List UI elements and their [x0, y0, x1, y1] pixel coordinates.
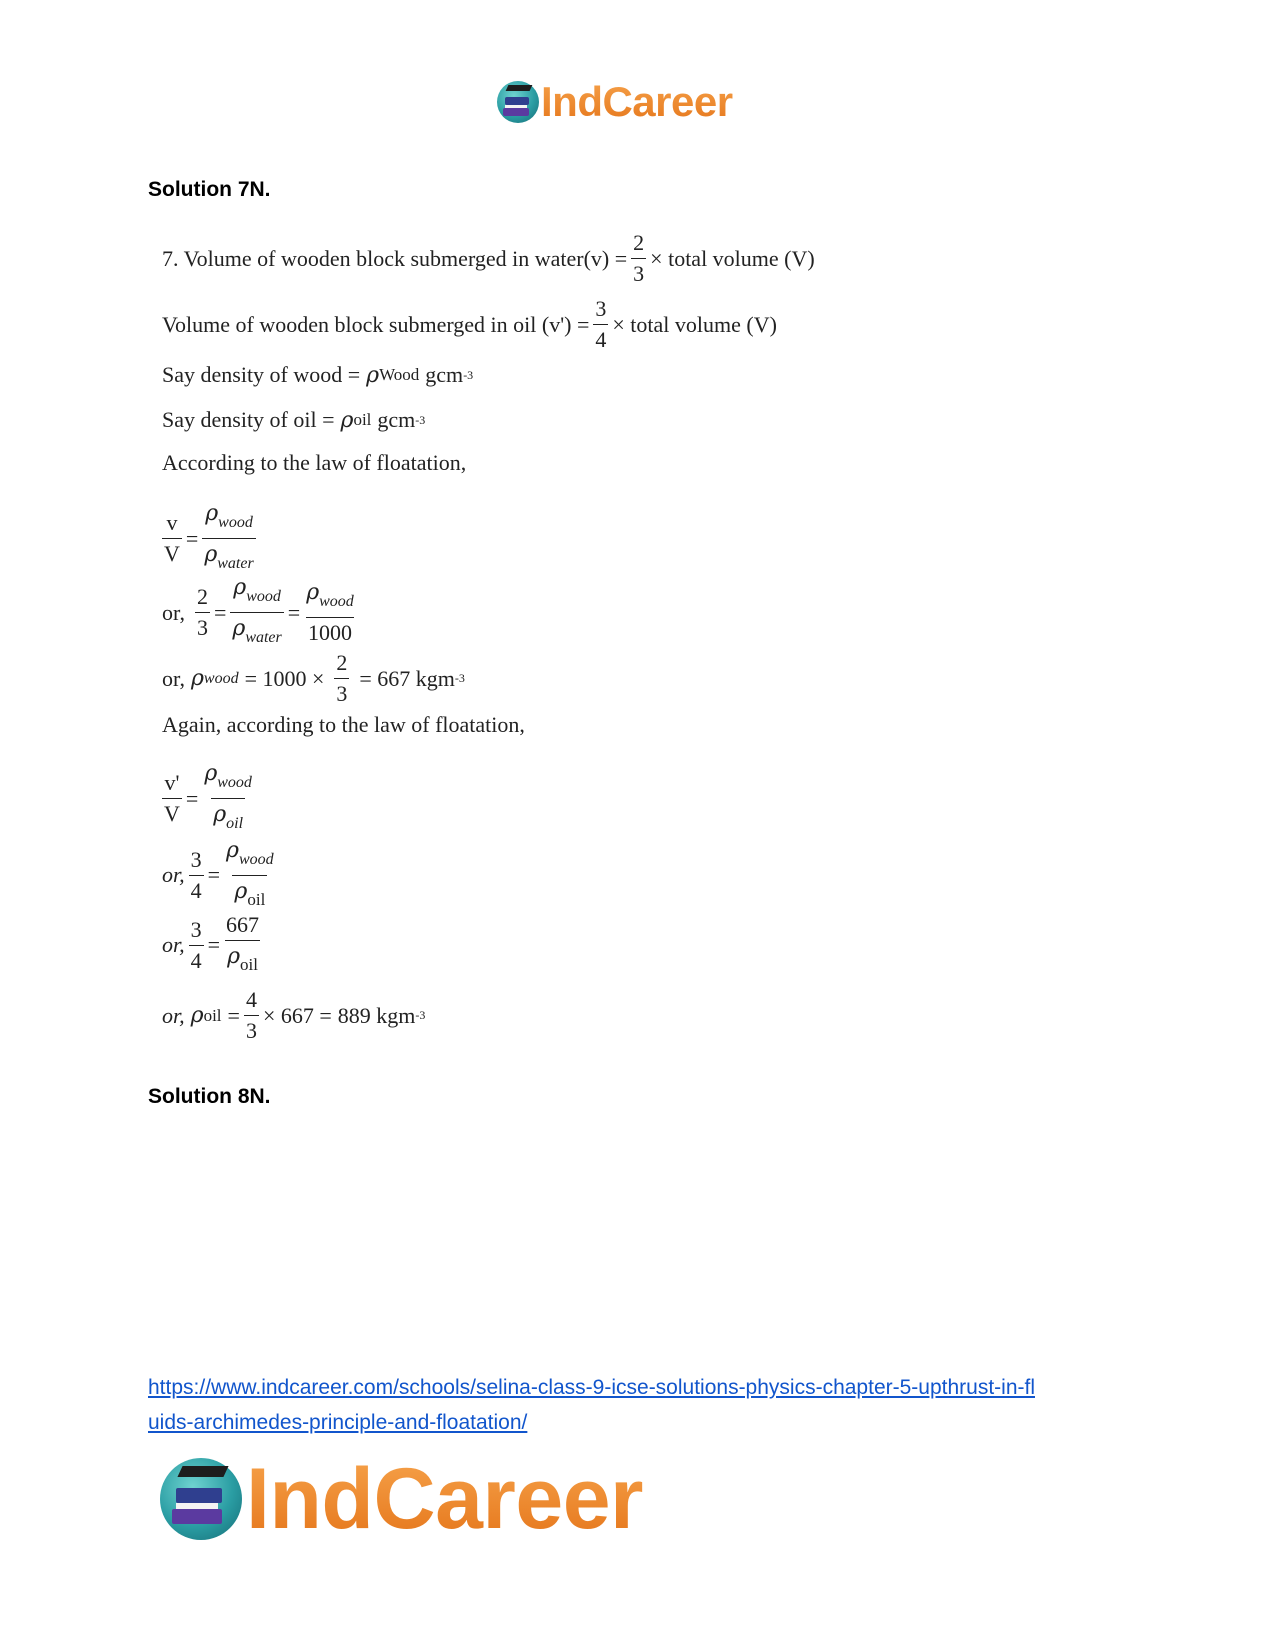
equation-rho-wood-result	[162, 648, 465, 709]
subscript: wood	[246, 588, 281, 605]
equation-line-1	[162, 228, 815, 289]
or-prefix: or,	[162, 599, 185, 625]
rho-symbol: ρ	[232, 616, 246, 641]
numerator: v'	[164, 770, 180, 795]
subscript: water	[245, 629, 282, 646]
rho-symbol: ρ	[204, 542, 218, 567]
equals: =	[213, 599, 227, 625]
subscript: wood	[203, 669, 239, 687]
exponent: -3	[454, 671, 465, 685]
subscript: oil	[353, 410, 372, 429]
density-oil-line	[162, 407, 425, 433]
denominator: V	[162, 798, 182, 829]
or-prefix: or,	[162, 1002, 185, 1028]
fraction	[304, 577, 356, 648]
line2-suffix: × total volume (V)	[612, 311, 777, 337]
numerator: 3	[595, 296, 607, 321]
logo-text: IndCareer	[246, 1451, 643, 1547]
equals: =	[207, 862, 221, 887]
fraction	[230, 572, 283, 653]
numerator: 2	[336, 650, 348, 675]
rho-symbol: ρ	[213, 802, 227, 827]
source-link[interactable]	[148, 1370, 1035, 1440]
line3-prefix: Say density of wood =	[162, 362, 361, 387]
exponent: -3	[463, 367, 474, 382]
or-prefix: or,	[162, 665, 185, 691]
fraction	[202, 758, 254, 839]
rho-symbol: ρ	[227, 944, 241, 969]
solution-8n-heading: Solution 8N.	[148, 1085, 271, 1108]
fraction	[189, 915, 204, 976]
line4-prefix: Say density of oil =	[162, 407, 335, 432]
fraction	[244, 985, 259, 1046]
logo-text: IndCareer	[541, 78, 733, 125]
equals: =	[207, 932, 221, 957]
source-link-line-1[interactable]: https://www.indcareer.com/schools/selina-class-9-icse-solutions-physics-chapter-5-upthrust-in-fl	[148, 1376, 1035, 1399]
subscript: wood	[218, 514, 253, 531]
equation-3-4-ratio-wood	[162, 835, 280, 915]
line2-prefix: Volume of wooden block submerged in oil (v') =	[162, 311, 590, 337]
or-prefix: or,	[162, 862, 185, 887]
denominator: 3	[334, 678, 349, 709]
numerator: 3	[190, 846, 202, 872]
middle-expression: × 667 =	[262, 1002, 332, 1028]
denominator: V	[162, 538, 182, 569]
solution-7n-heading: Solution 7N.	[148, 178, 271, 201]
result: 889 kgm	[337, 1002, 416, 1028]
rho-symbol: ρ	[204, 761, 218, 786]
line1-suffix: × total volume (V)	[650, 245, 815, 271]
denominator: 4	[189, 875, 204, 906]
equation-v-over-V	[162, 498, 260, 579]
or-prefix: or,	[162, 932, 185, 957]
exponent: -3	[415, 1008, 426, 1022]
subscript: water	[217, 555, 254, 572]
subscript: wood	[238, 851, 274, 868]
numerator: 2	[196, 584, 208, 609]
indcareer-logo-icon	[497, 81, 539, 123]
denominator: 1000	[306, 617, 354, 648]
denominator: 3	[244, 1015, 259, 1046]
equation-v-prime-over-V	[162, 758, 258, 839]
header-logo	[497, 78, 733, 126]
unit: gcm	[425, 362, 464, 387]
equals: =	[227, 1002, 240, 1028]
subscript: oil	[247, 890, 266, 909]
equals: =	[185, 785, 199, 811]
numerator: 3	[190, 916, 202, 942]
fraction	[593, 294, 608, 355]
denominator: 3	[631, 258, 646, 289]
equals: =	[287, 599, 301, 625]
rho-symbol: ρ	[366, 362, 380, 388]
subscript: wood	[217, 774, 252, 791]
numerator: 2	[633, 230, 645, 255]
exponent: -3	[415, 412, 426, 427]
result: = 667 kgm	[359, 665, 455, 691]
rho-symbol: ρ	[190, 666, 204, 691]
numerator: v	[166, 510, 178, 535]
fraction	[202, 498, 255, 579]
middle-expression: = 1000 ×	[244, 665, 325, 691]
rho-symbol: ρ	[233, 575, 247, 600]
subscript: Wood	[379, 365, 420, 384]
denominator: 4	[593, 324, 608, 355]
equation-3-4-ratio-667	[162, 910, 265, 980]
fraction	[189, 845, 204, 906]
denominator: 4	[189, 945, 204, 976]
subscript: oil	[240, 955, 258, 974]
subscript: wood	[319, 593, 354, 610]
density-wood-line	[162, 362, 473, 388]
fraction	[162, 768, 182, 829]
unit: gcm	[377, 407, 416, 432]
fraction	[334, 648, 349, 709]
subscript: oil	[203, 1005, 222, 1025]
denominator: 3	[195, 612, 210, 643]
equation-2-3-ratio	[162, 572, 360, 653]
source-link-line-2[interactable]: uids-archimedes-principle-and-floatation/	[148, 1411, 528, 1434]
fraction	[631, 228, 646, 289]
fraction	[224, 910, 261, 980]
numerator: 4	[245, 987, 257, 1012]
numerator: 667	[226, 912, 260, 937]
fraction	[224, 835, 276, 915]
equals: =	[185, 525, 199, 551]
rho-symbol: ρ	[340, 407, 354, 433]
fraction	[162, 508, 182, 569]
rho-symbol: ρ	[306, 580, 320, 605]
rho-symbol: ρ	[205, 501, 219, 526]
again-law-of-floatation-line: Again, according to the law of floatation,	[162, 712, 525, 737]
line1-prefix: 7. Volume of wooden block submerged in water(v) =	[162, 245, 628, 271]
indcareer-logo-icon	[160, 1458, 242, 1540]
law-of-floatation-line: According to the law of floatation,	[162, 450, 467, 475]
footer-logo	[160, 1451, 643, 1547]
fraction	[195, 582, 210, 643]
subscript: oil	[226, 815, 244, 832]
equation-line-2	[162, 294, 777, 355]
rho-symbol: ρ	[234, 879, 248, 904]
rho-symbol: ρ	[226, 838, 239, 863]
rho-symbol: ρ	[190, 1003, 204, 1028]
equation-rho-oil-result	[162, 985, 425, 1046]
